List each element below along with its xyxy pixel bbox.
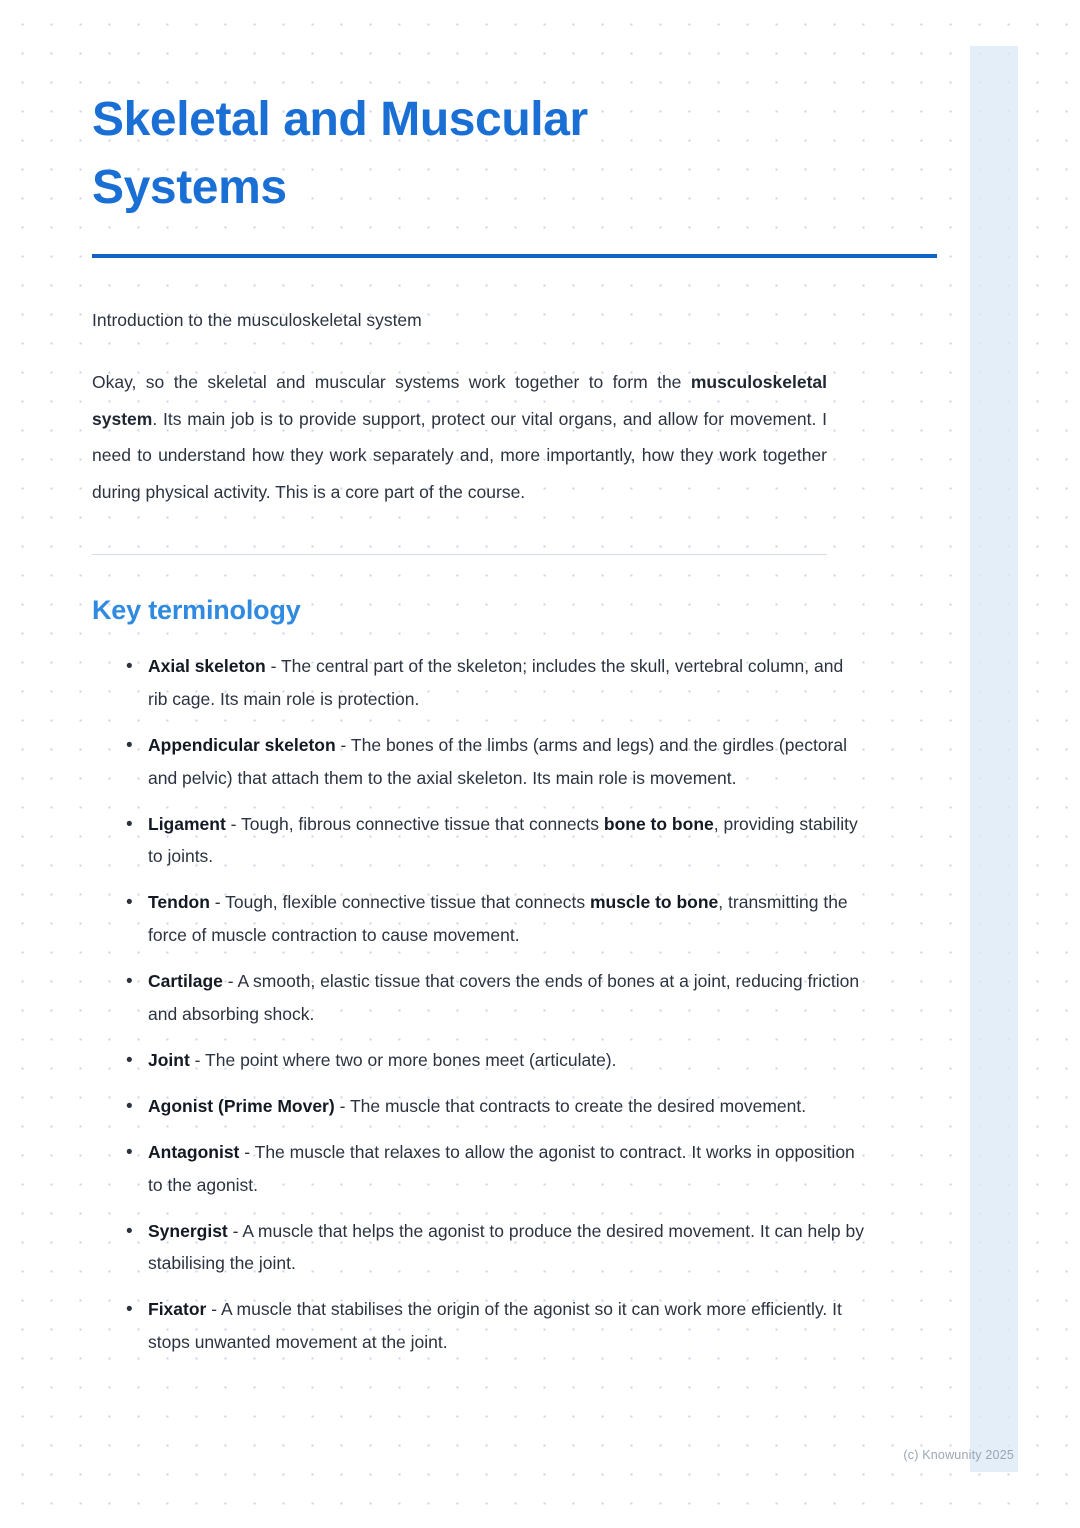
intro-heading: Introduction to the musculoskeletal system [92,310,422,331]
body-text: - The central part of the skeleton; includes the skull, vertebral column, and rib cage. Its main role is protection. [148,656,844,709]
list-item [126,1136,866,1202]
key-terminology-list [92,650,866,1359]
list-item [126,965,866,1031]
emphasis-text: Antagonist [148,1141,240,1162]
intro-paragraph [92,364,827,510]
emphasis-text: musculoskeletal system [92,372,827,429]
emphasis-text: Fixator [148,1299,207,1320]
page-title: Skeletal and Muscular Systems [92,93,588,215]
list-item [126,1044,866,1077]
section-title-key-terminology: Key terminology [92,595,301,626]
emphasis-text: Synergist [148,1220,228,1241]
right-margin-band [970,46,1018,1472]
emphasis-text: bone to bone [603,813,714,834]
body-text: - The muscle that relaxes to allow the agonist to contract. It works in opposition to the agonist. [148,1141,855,1195]
body-text: - The bones of the limbs (arms and legs) and the girdles (pectoral and pelvic) that attach them to the axial skeleton. Its main role is movement. [148,734,848,788]
title-divider [92,254,937,258]
document-content [92,0,864,1372]
body-text: - A muscle that helps the agonist to produce the desired movement. It can help by stabilising the joint. [148,1220,864,1274]
body-text: - The point where two or more bones meet (articulate). [189,1049,617,1070]
list-item [126,808,866,874]
emphasis-text: Appendicular skeleton [148,734,336,755]
emphasis-text: Axial skeleton [148,656,266,677]
body-text: Okay, so the skeletal and muscular systems work together to form the [92,372,691,393]
emphasis-text: Agonist (Prime Mover) [148,1095,335,1116]
list-item [126,650,866,716]
list-item [126,729,866,795]
section-divider [92,554,827,555]
list-item [126,1215,866,1281]
body-text: , providing stability to joints. [148,813,858,867]
copyright-footer: (c) Knowunity 2025 [903,1448,1014,1462]
emphasis-text: Ligament [148,813,226,834]
body-text: - The muscle that contracts to create the desired movement. [334,1095,807,1116]
body-text: , transmitting the force of muscle contraction to cause movement. [148,892,848,946]
list-item [126,1293,866,1359]
emphasis-text: Joint [148,1049,190,1070]
emphasis-text: Cartilage [148,971,223,992]
body-text: - A muscle that stabilises the origin of the agonist so it can work more efficiently. It stops unwanted movement at the joint. [148,1299,842,1353]
list-item [126,886,866,952]
list-item [126,1090,866,1123]
body-text: . Its main job is to provide support, protect our vital organs, and allow for movement. I need to understand how they work separately and, more importantly, how they work together during physical activity. This is a core part of the course. [92,408,827,502]
body-text: - Tough, fibrous connective tissue that connects [225,813,604,834]
emphasis-text: muscle to bone [589,892,719,913]
body-text: - A smooth, elastic tissue that covers the ends of bones at a joint, reducing friction and absorbing shock. [148,971,860,1025]
emphasis-text: Tendon [148,892,210,913]
body-text: - Tough, flexible connective tissue that connects [209,892,590,913]
